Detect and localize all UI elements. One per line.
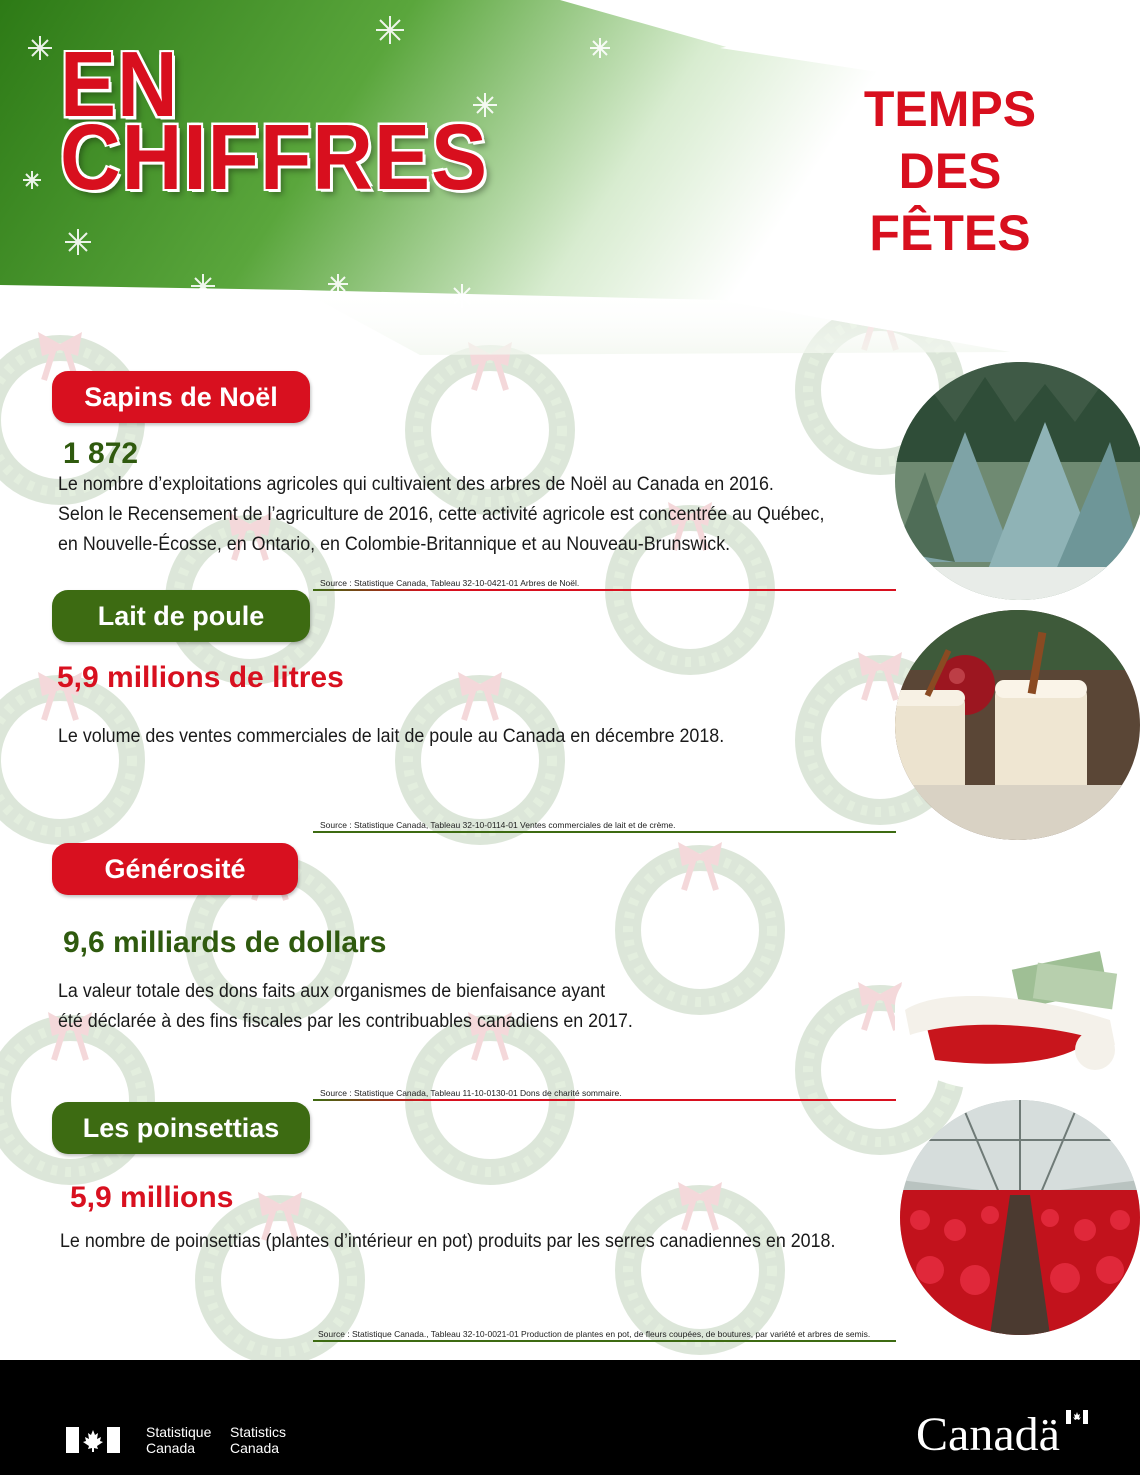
divider [313,1340,896,1342]
subtitle-line-2: DES [898,143,1002,199]
source-generosity: Source : Statistique Canada, Tableau 11-10-0130-01 Dons de charité sommaire. [320,1088,622,1098]
page-title [60,32,488,209]
source-poinsettias: Source : Statistique Canada., Tableau 32-10-0021-01 Production de plantes en pot, de fleurs coupées, de boutures, par variété et arbres de semis. [318,1329,871,1339]
signature-french [146,1424,211,1456]
title-line-2: CHIFFRES [60,105,488,209]
canada-wordmark: Canadä [916,1408,1060,1461]
description-line: Le nombre d’exploitations agricoles qui cultivaient des arbres de Noël au Canada en 2016. [58,474,774,495]
description-line: La valeur totale des dons faits aux organismes de bienfaisance ayant [58,981,606,1002]
source-christmas-trees: Source : Statistique Canada, Tableau 32-10-0421-01 Arbres de Noël. [320,578,580,588]
santa-hat-money-photo [895,950,1140,1090]
description-poinsettias [60,1227,835,1257]
description-generosity [58,977,633,1037]
canada-flag-icon [66,1427,120,1453]
figure-eggnog: 5,9 millions de litres [57,661,344,694]
section-label-poinsettias: Les poinsettias [52,1102,310,1154]
divider [313,1099,896,1101]
page-subtitle [830,78,1070,264]
divider [313,831,896,833]
eggnog-photo [895,610,1140,840]
section-label-generosity: Générosité [52,843,298,895]
divider [313,589,896,591]
christmas-trees-photo [895,362,1140,600]
subtitle-line-3: FÊTES [869,205,1031,261]
subtitle-line-1: TEMPS [863,81,1037,137]
signature-en-line-2: Canada [230,1440,280,1456]
description-eggnog [58,722,724,752]
description-line: Le volume des ventes commerciales de lait de poule au Canada en décembre 2018. [58,726,725,747]
description-line: été déclarée à des fins fiscales par les contribuables canadiens en 2017. [58,1011,633,1032]
description-line: en Nouvelle-Écosse, en Ontario, en Colombie-Britannique et au Nouveau-Brunswick. [58,534,731,555]
section-label-eggnog: Lait de poule [52,590,310,642]
description-christmas-trees [58,470,824,560]
signature-fr-line-2: Canada [146,1440,196,1456]
signature-en-line-1: Statistics [230,1424,287,1440]
signature-english [230,1424,286,1456]
signature-fr-line-1: Statistique [146,1424,212,1440]
figure-poinsettias: 5,9 millions [70,1181,234,1214]
description-line: Selon le Recensement de l’agriculture de 2016, cette activité agricole est concentrée au Québec, [58,504,825,525]
wordmark-flag-icon [1066,1410,1088,1424]
footer [0,1360,1140,1475]
section-label-christmas-trees: Sapins de Noël [52,371,310,423]
figure-christmas-trees: 1 872 [63,437,139,470]
figure-generosity: 9,6 milliards de dollars [63,926,387,959]
source-eggnog: Source : Statistique Canada, Tableau 32-10-0114-01 Ventes commerciales de lait et de crème. [320,820,676,830]
poinsettia-greenhouse-photo [900,1100,1140,1335]
description-line: Le nombre de poinsettias (plantes d’intérieur en pot) produits par les serres canadiennes en 2018. [60,1231,836,1252]
title-line-1: EN [60,32,179,136]
